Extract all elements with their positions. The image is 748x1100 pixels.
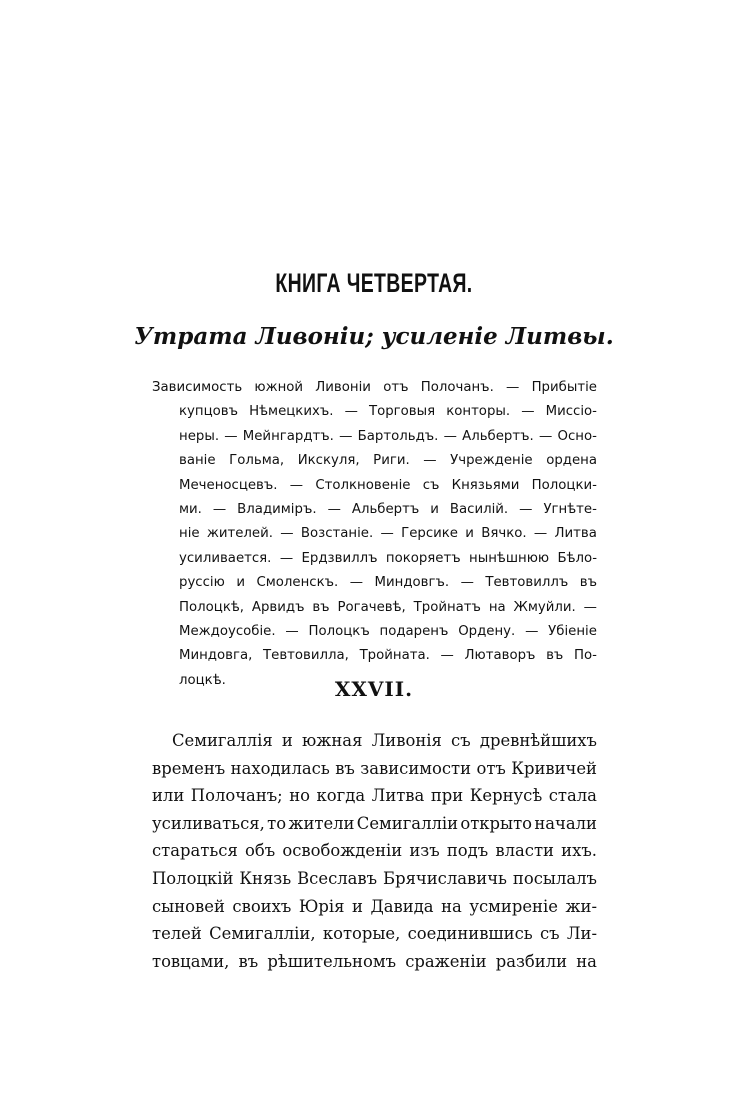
word: своихъ [232, 896, 292, 916]
word: товцами, [152, 951, 230, 971]
body-line [152, 727, 597, 755]
word: — [339, 428, 353, 444]
word: Всеславъ [297, 868, 378, 888]
book-subtitle: Утрата Ливоніи; усиленіе Литвы. [134, 323, 614, 350]
word: — [285, 624, 299, 640]
word: Убіеніе [548, 624, 597, 640]
word: отъ [383, 380, 409, 395]
word: подаренъ [379, 624, 449, 640]
word: Ливоніи [315, 380, 371, 395]
word: и [281, 731, 293, 750]
word: Междоусобіе. [179, 624, 276, 640]
word: — [423, 453, 437, 469]
word: при [430, 786, 464, 806]
summary-line [152, 547, 597, 571]
word: посылалъ [512, 868, 597, 888]
body-line [152, 755, 597, 783]
word: купцовъ [179, 404, 239, 420]
chapter-number: XXVII. [334, 677, 414, 701]
word: Полоцки- [531, 477, 597, 493]
word: — [533, 526, 548, 542]
word: — [349, 575, 364, 591]
summary-line [152, 644, 597, 668]
body-line [152, 948, 597, 976]
word: Рогачевѣ, [337, 599, 406, 615]
word: Жмуйли. [513, 599, 576, 615]
word: южная [302, 731, 363, 750]
word: — [380, 526, 394, 542]
word: Давида [370, 896, 434, 916]
body-line [152, 893, 597, 921]
word: Альбертъ. [462, 428, 534, 444]
word: древнѣйшихъ [479, 731, 597, 750]
word: разбили [495, 951, 568, 971]
word: Семигалліи, [209, 924, 316, 944]
word: — [279, 550, 294, 566]
word: когда [316, 786, 366, 806]
word: жителей. [206, 526, 273, 542]
word: Василій. [449, 502, 509, 518]
word: подъ [446, 841, 489, 861]
body-text [152, 727, 597, 975]
word: Учрежденіе [450, 453, 533, 469]
word: Тевтовилла, [263, 648, 349, 664]
word: — [443, 428, 457, 444]
body-line [152, 865, 597, 893]
word: Столкновеніе [315, 477, 411, 493]
word: Кривичей [511, 758, 597, 778]
word: соединившись [407, 924, 533, 944]
word: — [327, 502, 341, 518]
word: ихъ. [561, 841, 597, 861]
word: Кернусѣ [469, 786, 543, 806]
word: Риги. [373, 453, 410, 469]
word: Литва [371, 786, 425, 806]
word: Ли- [566, 924, 597, 944]
word: усиливаться, [152, 813, 265, 833]
word: въ [546, 648, 564, 664]
word: — [519, 502, 533, 518]
word: Тройнатъ [413, 599, 481, 615]
word: и [236, 575, 245, 591]
word: Владиміръ. [237, 502, 317, 518]
word: Прибытіе [531, 380, 597, 395]
word: Угнѣте- [543, 502, 597, 518]
word: Меченосцевъ. [179, 477, 278, 493]
body-line [152, 920, 597, 948]
word: Икскуля, [297, 453, 360, 469]
word: Литва [554, 526, 597, 542]
word: Бартольдъ. [357, 428, 439, 444]
word: — [344, 404, 358, 420]
word: Торговыя [368, 404, 436, 420]
word: то [267, 813, 287, 833]
word: Ердзвиллъ [301, 550, 378, 566]
word: усиливается. [179, 550, 272, 566]
word: но [289, 786, 311, 806]
word: въ [312, 599, 330, 615]
word: въ [335, 758, 355, 778]
word: ордена [546, 453, 597, 469]
word: нынѣшнюю [469, 550, 550, 566]
word: Юрія [298, 896, 345, 916]
word: — [280, 526, 294, 542]
summary-line [152, 376, 597, 400]
word: Смоленскъ. [256, 575, 339, 591]
word: жители [288, 813, 355, 833]
word: на [488, 599, 506, 615]
word: Семигаллія [172, 731, 273, 750]
word: которые, [322, 924, 401, 944]
word: лоцкѣ. [179, 672, 226, 688]
word: ніе [179, 526, 200, 542]
word: — [525, 624, 539, 640]
word: Миндовгъ. [374, 575, 450, 591]
word: Осно- [557, 428, 597, 444]
word: Полочанъ. [420, 380, 494, 395]
word: ваніе [179, 453, 216, 469]
word: на [441, 896, 462, 916]
word: — [521, 404, 535, 420]
word: отъ [476, 758, 506, 778]
word: съ [451, 731, 471, 750]
summary-line [152, 596, 597, 620]
word: Полоцкій [152, 868, 234, 888]
word: Полоцкъ [308, 624, 370, 640]
summary-line [152, 498, 597, 522]
word: власти [495, 841, 554, 861]
word: и [351, 896, 363, 916]
word: сыновей [152, 896, 225, 916]
word: — [224, 428, 238, 444]
book-title: КНИГА ЧЕТВЕРТАЯ. [275, 268, 473, 298]
word: находилась [230, 758, 330, 778]
word: въ [238, 951, 259, 971]
word: — [538, 428, 553, 444]
word: Ливонія [371, 731, 442, 750]
word: на [576, 951, 597, 971]
word: рѣшительномъ [267, 951, 397, 971]
word: стараться [152, 841, 238, 861]
word: Вячко. [481, 526, 527, 542]
summary-line [152, 474, 597, 498]
word: Тройната. [359, 648, 430, 664]
word: Гольма, [229, 453, 285, 469]
word: южной [254, 380, 304, 395]
word: руссію [179, 575, 225, 591]
word: По- [574, 648, 597, 664]
word: съ [539, 924, 560, 944]
word: покоряетъ [385, 550, 461, 566]
word: Ордену. [458, 624, 516, 640]
word: открыто [460, 813, 533, 833]
chapter-summary [152, 376, 597, 693]
word: съ [422, 477, 440, 493]
word: Нѣмецкихъ. [249, 404, 334, 420]
word: освобожденіи [282, 841, 403, 861]
word: Князь [239, 868, 292, 888]
body-line [152, 810, 597, 838]
word: Лютаворъ [464, 648, 536, 664]
word: въ [579, 575, 597, 591]
word: Миссіо- [545, 404, 597, 420]
word: и [430, 502, 439, 518]
word: Семигалліи [356, 813, 459, 833]
word: сраженіи [405, 951, 487, 971]
word: Полоцкѣ, [179, 599, 245, 615]
word: Герсике [401, 526, 458, 542]
word: Брячиславичь [383, 868, 507, 888]
summary-line [152, 620, 597, 644]
word: жи- [565, 896, 597, 916]
word: Полочанъ; [190, 786, 283, 806]
word: Арвидъ [251, 599, 305, 615]
word: Тевтовиллъ [485, 575, 569, 591]
word: Бѣло- [557, 550, 597, 566]
word: начали [534, 813, 597, 833]
word: — [212, 502, 227, 518]
word: временъ [152, 758, 226, 778]
word: стала [548, 786, 597, 806]
word: зависимости [360, 758, 472, 778]
word: Князьями [451, 477, 520, 493]
word: Возстаніе. [300, 526, 374, 542]
word: Альбертъ [351, 502, 420, 518]
word: — [289, 477, 304, 493]
summary-line [152, 449, 597, 473]
summary-line [152, 400, 597, 424]
body-line [152, 782, 597, 810]
word: Зависимость [152, 380, 243, 395]
word: конторы. [446, 404, 511, 420]
word: телей [152, 924, 202, 944]
word: ми. [179, 502, 202, 518]
body-line [152, 837, 597, 865]
summary-line [152, 522, 597, 546]
word: — [583, 599, 597, 615]
word: — [506, 380, 520, 395]
word: — [440, 648, 454, 664]
word: или [152, 786, 185, 806]
word: объ [244, 841, 276, 861]
word: Миндовга, [179, 648, 253, 664]
word: и [465, 526, 474, 542]
word: Мейнгардтъ. [242, 428, 334, 444]
word: изъ [409, 841, 440, 861]
summary-line [152, 571, 597, 595]
word: неры. [179, 428, 220, 444]
word: — [460, 575, 474, 591]
word: усмиреніе [469, 896, 558, 916]
summary-line [152, 425, 597, 449]
